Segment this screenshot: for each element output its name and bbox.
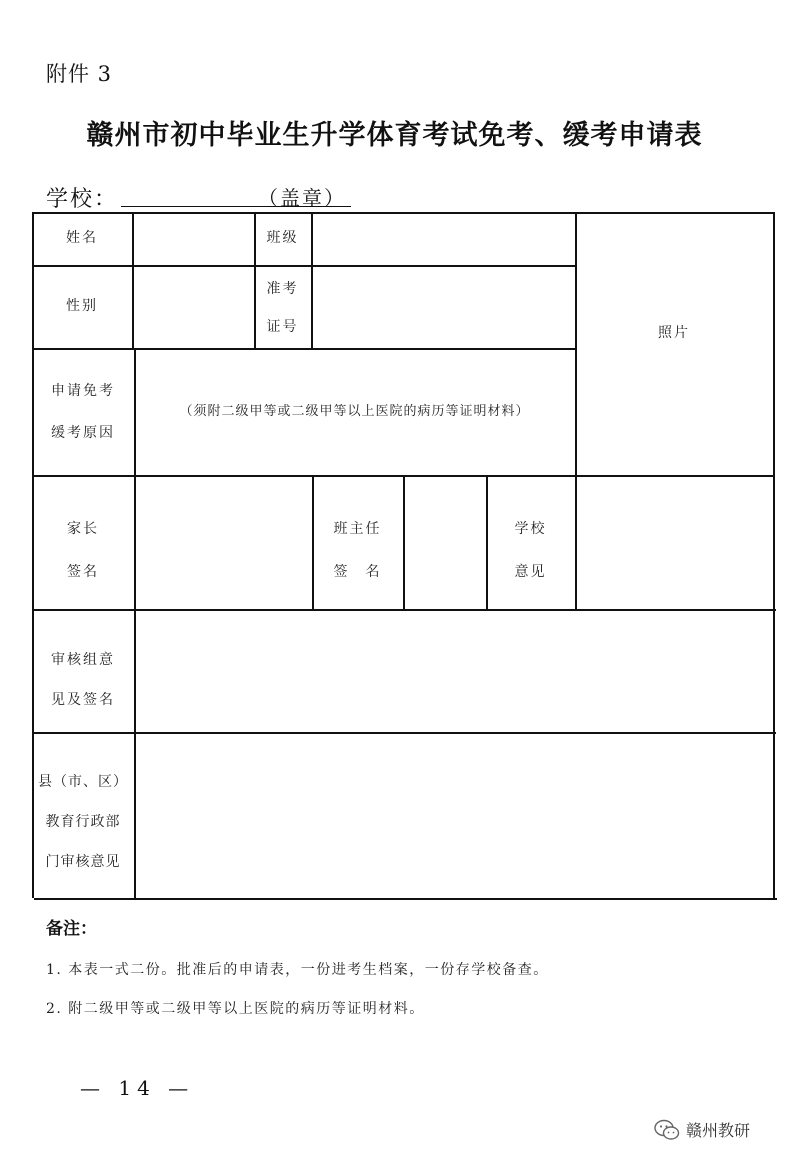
wechat-icon — [654, 1119, 680, 1141]
teacher-label-line1: 班主任 — [333, 521, 382, 538]
class-label: 班级 — [266, 230, 299, 247]
page-number: — 14 — — [80, 1076, 195, 1100]
school-label: 学校： — [46, 187, 119, 212]
note-item-1: 1. 本表一式二份。批准后的申请表，一份进考生档案，一份存学校备查。 — [46, 962, 549, 978]
reason-label-cell — [32, 370, 134, 455]
parent-label-line2: 签名 — [67, 564, 99, 581]
attachment-label: 附件 3 — [46, 62, 113, 86]
parent-label-line1: 家长 — [67, 521, 99, 538]
table-line — [33, 732, 776, 734]
photo-cell — [575, 212, 773, 475]
gender-label-cell — [32, 265, 132, 348]
school-opinion-label-line1: 学校 — [514, 521, 547, 538]
review-label-cell — [32, 640, 134, 720]
exam-number-label-cell — [254, 270, 311, 346]
notes-title: 备注： — [46, 919, 97, 939]
school-opinion-label-cell — [486, 508, 575, 594]
photo-label: 照片 — [658, 325, 690, 342]
county-label-line2: 教育行政部 — [45, 813, 121, 830]
watermark-text: 赣州教研 — [686, 1121, 751, 1140]
table-border-right — [773, 212, 775, 898]
name-label: 姓名 — [66, 230, 98, 247]
parent-signature-label-cell — [32, 508, 134, 594]
watermark — [654, 1118, 750, 1141]
exam-number-label-line1: 准考 — [266, 280, 299, 297]
reason-label-line1: 申请免考 — [51, 382, 115, 399]
table-line — [32, 609, 776, 611]
gender-label: 性别 — [66, 298, 98, 315]
table-border-bottom — [34, 898, 777, 900]
reason-hint: （须附二级甲等或二级甲等以上医院的病历等证明材料） — [179, 403, 530, 419]
note-item-2: 2. 附二级甲等或二级甲等以上医院的病历等证明材料。 — [46, 1001, 425, 1017]
review-label-line1: 审核组意 — [51, 651, 115, 668]
reason-content-cell[interactable] — [134, 348, 575, 475]
county-label-line1: 县（市、区） — [38, 773, 128, 790]
review-label-line2: 见及签名 — [51, 691, 115, 708]
teacher-label-line2: 签 名 — [333, 564, 382, 581]
teacher-signature-label-cell — [312, 508, 403, 594]
table-line — [403, 475, 405, 609]
exam-number-label-line2: 证号 — [266, 318, 299, 335]
class-label-cell — [254, 212, 311, 265]
seal-label: （盖章） — [258, 186, 346, 210]
name-label-cell — [32, 212, 132, 265]
table-line — [132, 212, 134, 348]
table-line — [311, 212, 313, 348]
form-title: 赣州市初中毕业生升学体育考试免考、缓考申请表 — [86, 120, 703, 151]
school-opinion-label-line2: 意见 — [514, 564, 547, 581]
county-review-label-cell — [32, 762, 134, 882]
reason-label-line2: 缓考原因 — [51, 425, 115, 442]
county-label-line3: 门审核意见 — [45, 853, 121, 870]
